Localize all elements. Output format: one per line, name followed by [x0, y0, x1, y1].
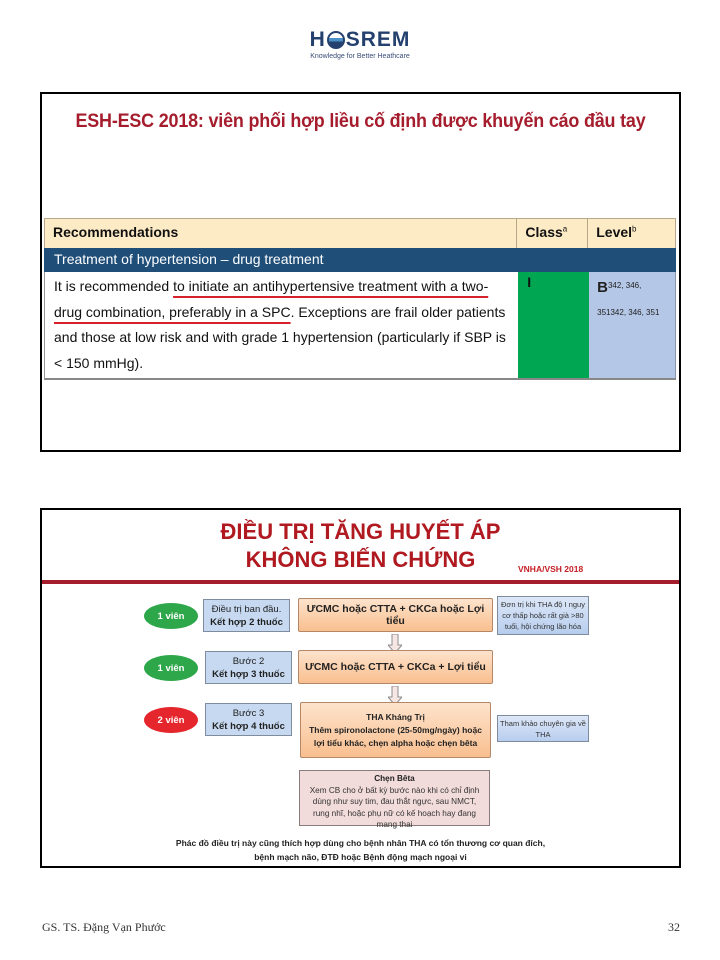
pill-count-badge: 1 viên: [144, 603, 198, 629]
step-box: Điều trị ban đầu. Kết hợp 2 thuốc: [203, 599, 290, 632]
table-header-row: [44, 218, 676, 248]
step-box: Bước 3 Kết hợp 4 thuốc: [205, 703, 292, 736]
pill-count-badge: 1 viên: [144, 655, 198, 681]
slide1-title: ESH-ESC 2018: viên phối hợp liều cố định được khuyến cáo đầu tay: [75, 110, 646, 132]
source-label: VNHA/VSH 2018: [518, 564, 584, 574]
logo-tagline: Knowledge for Better Heathcare: [310, 53, 410, 60]
slide2-title-line2: KHÔNG BIẾN CHỨNG: [245, 547, 476, 572]
logo-letters-srem: SREM: [345, 28, 411, 51]
globe-icon: [327, 31, 345, 49]
note-box: Đơn trị khi THA độ I nguy cơ thấp hoặc rất già >80 tuổi, hội chứng lão hóa: [497, 596, 589, 635]
title-divider: [42, 580, 679, 584]
slide2-title: [42, 518, 679, 574]
table-row: [44, 272, 676, 380]
note-box: Tham khảo chuyên gia về THA: [497, 715, 589, 742]
hosrem-logo: [300, 28, 420, 70]
highlighted-recommendation: to initiate an antihypertensive treatment with a two-drug combination, preferably in a SPC: [54, 278, 489, 320]
pill-count-badge: 2 viên: [144, 707, 198, 733]
slide-treatment-algorithm: [40, 508, 681, 868]
class-cell: I: [518, 272, 589, 378]
step-box: Bước 2 Kết hợp 3 thuốc: [205, 651, 292, 684]
slide-esh-esc: [40, 92, 681, 452]
slide2-title-line1: ĐIỀU TRỊ TĂNG HUYẾT ÁP: [220, 519, 501, 544]
page-number: 32: [668, 920, 680, 934]
recommendations-table: [44, 218, 676, 380]
resistant-hypertension-box: [300, 702, 491, 758]
slide2-footnote: Phác đồ điều trị này cũng thích hợp dùng cho bệnh nhân THA có tổn thương cơ quan đích, bệnh mạch não, ĐTĐ hoặc Bệnh động mạch ngoại vi: [175, 838, 546, 862]
logo-letter-h: H: [309, 28, 326, 51]
logo-wordmark: [300, 28, 420, 52]
beta-blocker-box: [299, 770, 490, 829]
drug-box-title: THA Kháng Trị: [366, 711, 425, 722]
drug-box: ƯCMC hoặc CTTA + CKCa + Lợi tiểu: [298, 650, 493, 684]
recommendation-text: It is recommended to initiate an antihypertensive treatment with a two-drug combination, preferably in a SPC. Exceptions are frail older patients and those at low risk and with grade 1 hypertension (particularly if SBP is < 150 mmHg).: [54, 278, 506, 371]
drug-box-text: Thêm spironolactone (25-50mg/ngày) hoặc lợi tiểu khác, chẹn alpha hoặc chẹn bêta: [309, 724, 482, 748]
header-recommendations: Recommendations: [45, 219, 517, 248]
header-level: Level$^b$: [596, 224, 637, 240]
level-cell: $B^{342, 346, 351342, 346, 351}$: [589, 272, 676, 378]
drug-box: ƯCMC hoặc CTTA + CKCa hoặc Lợi tiểu: [298, 598, 493, 632]
beta-box-text: Xem CB cho ở bất kỳ bước nào khi có chỉ định dùng như suy tim, đau thắt ngực, sau NMCT, rung nhĩ, hoặc phụ nữ có kế hoạch hay đang mang thai: [309, 785, 480, 829]
section-row: Treatment of hypertension – drug treatment: [44, 248, 676, 272]
beta-box-title: Chẹn Bêta: [374, 774, 415, 783]
header-class: Class$^a$: [517, 219, 588, 248]
author-footer: GS. TS. Đặng Vạn Phước: [42, 920, 166, 934]
